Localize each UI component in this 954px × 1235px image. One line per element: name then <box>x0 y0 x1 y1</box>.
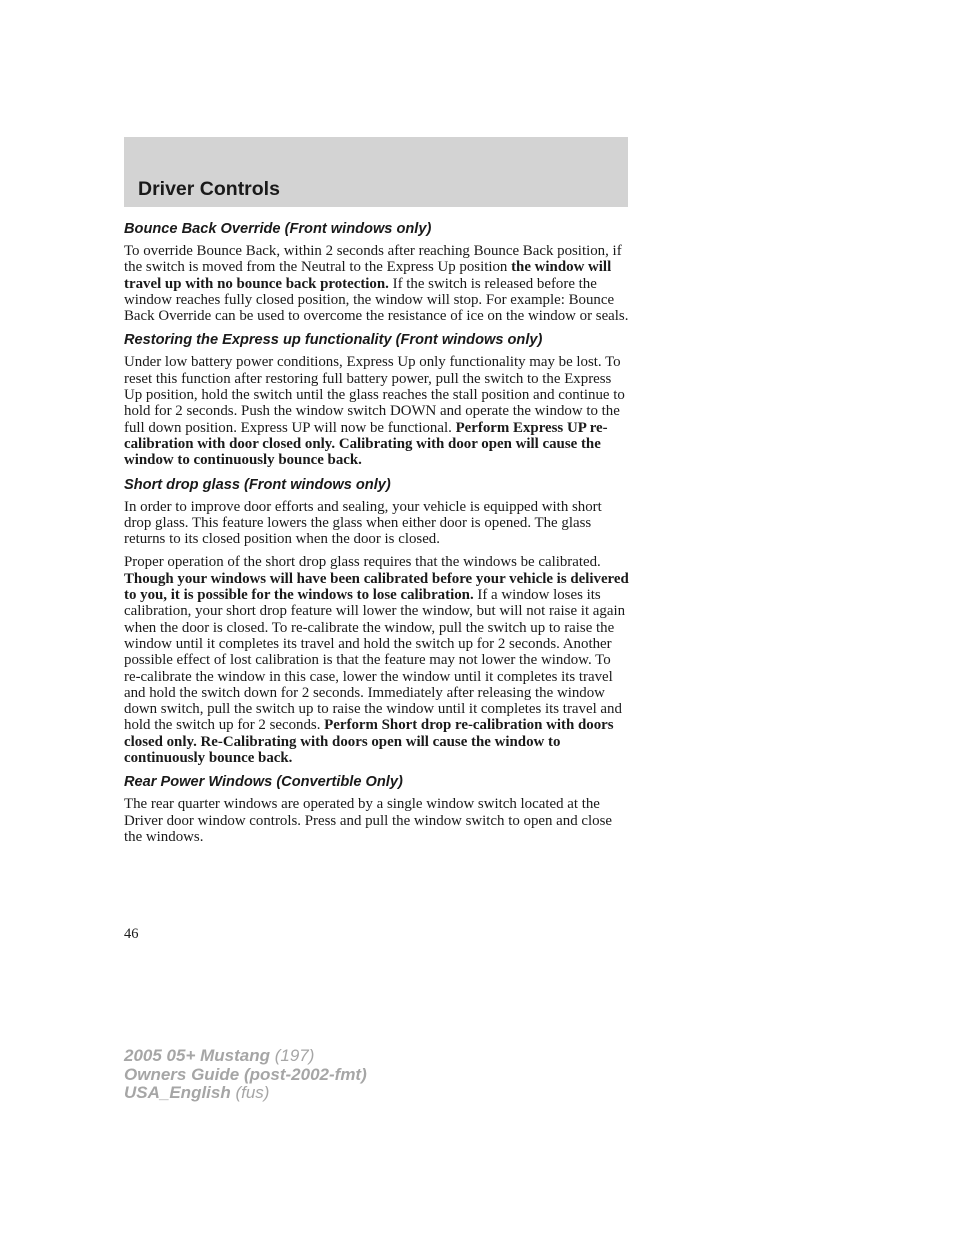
bold-text-run: the window will travel up with no bounce back protection. <box>124 259 612 292</box>
footer-language: USA_English <box>124 1083 231 1102</box>
section-heading-express-up: Restoring the Express up functionality (Front windows only) <box>124 332 543 349</box>
text-run: To override Bounce Back, within 2 seconds after reaching Bounce Back position, if the switch is moved from the Neutral to the Express Up position <box>124 243 622 276</box>
text-run: If the switch is released before the window reaches fully closed position, the window will stop. For example: Bounce Back Override can be used to overcome the resistance of ice on the window or seals. <box>124 275 629 325</box>
bold-text-run: Perform Short drop re-calibration with doors closed only. Re-Calibrating with doors open will cause the window to continuously bounce back. <box>124 717 614 767</box>
page-title: Driver Controls <box>138 178 280 200</box>
paragraph-express-up <box>124 354 630 468</box>
text-run: Proper operation of the short drop glass requires that the windows be calibrated. <box>124 554 601 571</box>
paragraph-short-drop-intro <box>124 499 630 548</box>
section-heading-short-drop: Short drop glass (Front windows only) <box>124 476 391 493</box>
bold-text-run: Perform Express UP re-calibration with door closed only. Calibrating with door open will cause the window to continuously bounce back. <box>124 419 608 469</box>
document-footer <box>124 1047 367 1103</box>
text-run: Under low battery power conditions, Express Up only functionality may be lost. To reset this function after restoring full battery power, pull the switch to the Express Up position, hold the switch until the glass reaches the stall position and continue to hold for 2 seconds. Push the window switch DOWN and operate the window to the full down position. Express UP will now be functional. <box>124 354 625 436</box>
text-run: The rear quarter windows are operated by a single window switch located at the Driver door window controls. Press and pull the window switch to open and close the windows. <box>124 796 613 845</box>
text-run: In order to improve door efforts and sealing, your vehicle is equipped with short drop glass. This feature lowers the glass when either door is opened. The glass returns to its closed position when the door is closed. <box>124 498 602 548</box>
section-header-band <box>124 137 628 207</box>
page-number: 46 <box>124 926 139 942</box>
paragraph-short-drop-calibration <box>124 554 630 766</box>
main-content <box>124 220 630 852</box>
footer-line-language <box>124 1084 367 1103</box>
section-heading-rear-windows: Rear Power Windows (Convertible Only) <box>124 774 403 791</box>
footer-line-guide <box>124 1066 367 1085</box>
text-run: If a window loses its calibration, your short drop feature will lower the window, but will not raise it again when the door is closed. To re-calibrate the window, pull the switch up to raise the window until it completes its travel and hold the switch up for 2 seconds. Another possible effect of lost calibration is that the feature may not lower the window. To re-calibrate the window in this case, lower the window until it completes its travel and hold the switch down for 2 seconds. Immediately after releasing the window down switch, pull the switch up to raise the window until it completes its travel and hold the switch up for 2 seconds. <box>124 587 626 734</box>
section-heading-bounce-back: Bounce Back Override (Front windows only) <box>124 221 432 237</box>
paragraph-rear-windows <box>124 796 630 845</box>
footer-line-model <box>124 1047 367 1066</box>
footer-model-code: (197) <box>270 1046 315 1065</box>
footer-model-name: 2005 05+ Mustang <box>124 1046 270 1065</box>
bold-text-run: Though your windows will have been calibrated before your vehicle is delivered to you, it is possible for the windows to lose calibration. <box>124 570 629 604</box>
paragraph-bounce-back <box>124 243 630 324</box>
footer-language-code: (fus) <box>230 1083 270 1102</box>
footer-guide-name: Owners Guide (post-2002-fmt) <box>124 1064 367 1084</box>
